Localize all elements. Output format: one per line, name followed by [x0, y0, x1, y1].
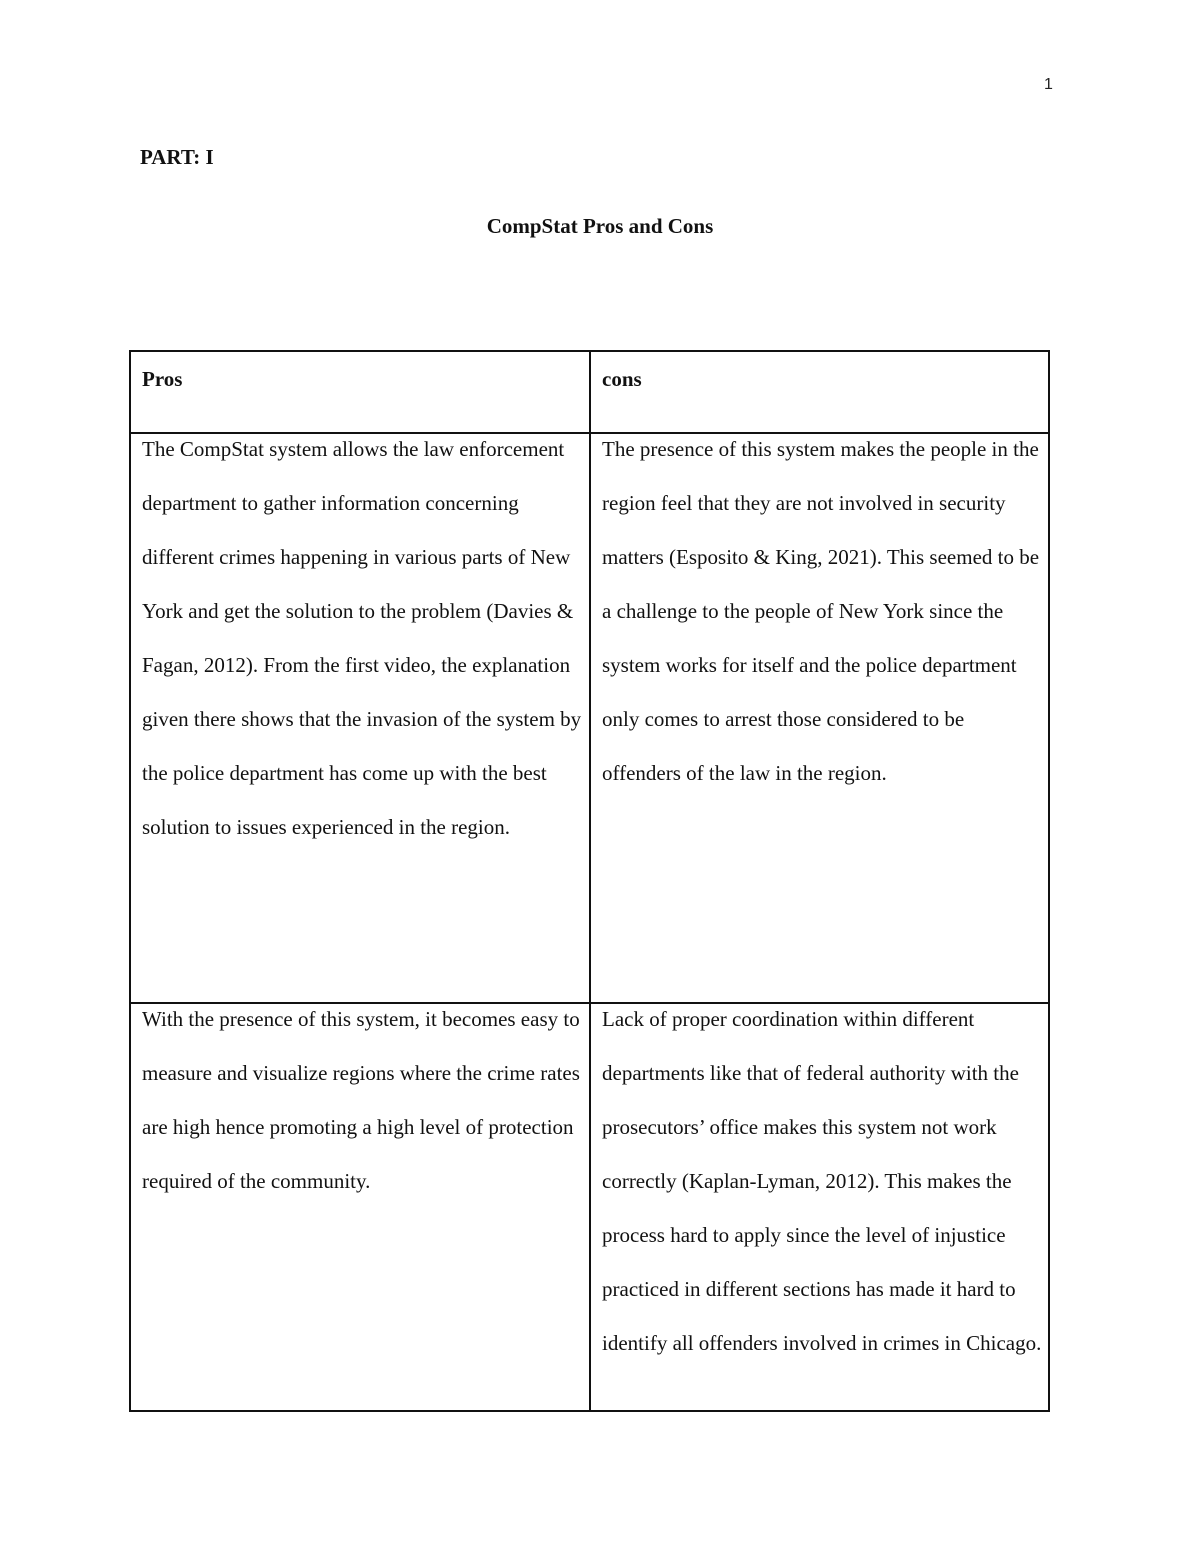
table-row	[130, 433, 1049, 1003]
part-heading: PART: I	[140, 145, 214, 169]
cons-text: The presence of this system makes the people in the region feel that they are not involved in security matters (Esposito & King, 2021). This seemed to be a challenge to the people of New York since the system works for itself and the police department only comes to arrest those considered to be offenders of the law in the region.	[602, 437, 1040, 785]
cons-header-cell	[590, 351, 1049, 433]
cons-text: Lack of proper coordination within different departments like that of federal authority with the prosecutors’ office makes this system not work correctly (Kaplan-Lyman, 2012). This makes the process hard to apply since the level of injustice practiced in different sections has made it hard to identify all offenders involved in crimes in Chicago.	[602, 1007, 1042, 1355]
pros-cell	[130, 433, 590, 1003]
table-header-row	[130, 351, 1049, 433]
document-title: CompStat Pros and Cons	[486, 214, 714, 238]
cons-cell	[590, 433, 1049, 1003]
pros-header: Pros	[142, 367, 183, 391]
table-row	[130, 1003, 1049, 1411]
pros-cons-table	[129, 350, 1050, 1412]
cons-cell	[590, 1003, 1049, 1411]
pros-cell	[130, 1003, 590, 1411]
page-number: 1	[1044, 76, 1053, 93]
cons-header: cons	[602, 367, 642, 391]
pros-header-cell	[130, 351, 590, 433]
pros-text: With the presence of this system, it becomes easy to measure and visualize regions where the crime rates are high hence promoting a high level of protection required of the community.	[142, 1007, 580, 1193]
pros-text: The CompStat system allows the law enforcement department to gather information concerning different crimes happening in various parts of New York and get the solution to the problem (Davies & Fagan, 2012). From the first video, the explanation given there shows that the invasion of the system by the police department has come up with the best solution to issues experienced in the region.	[142, 437, 582, 839]
